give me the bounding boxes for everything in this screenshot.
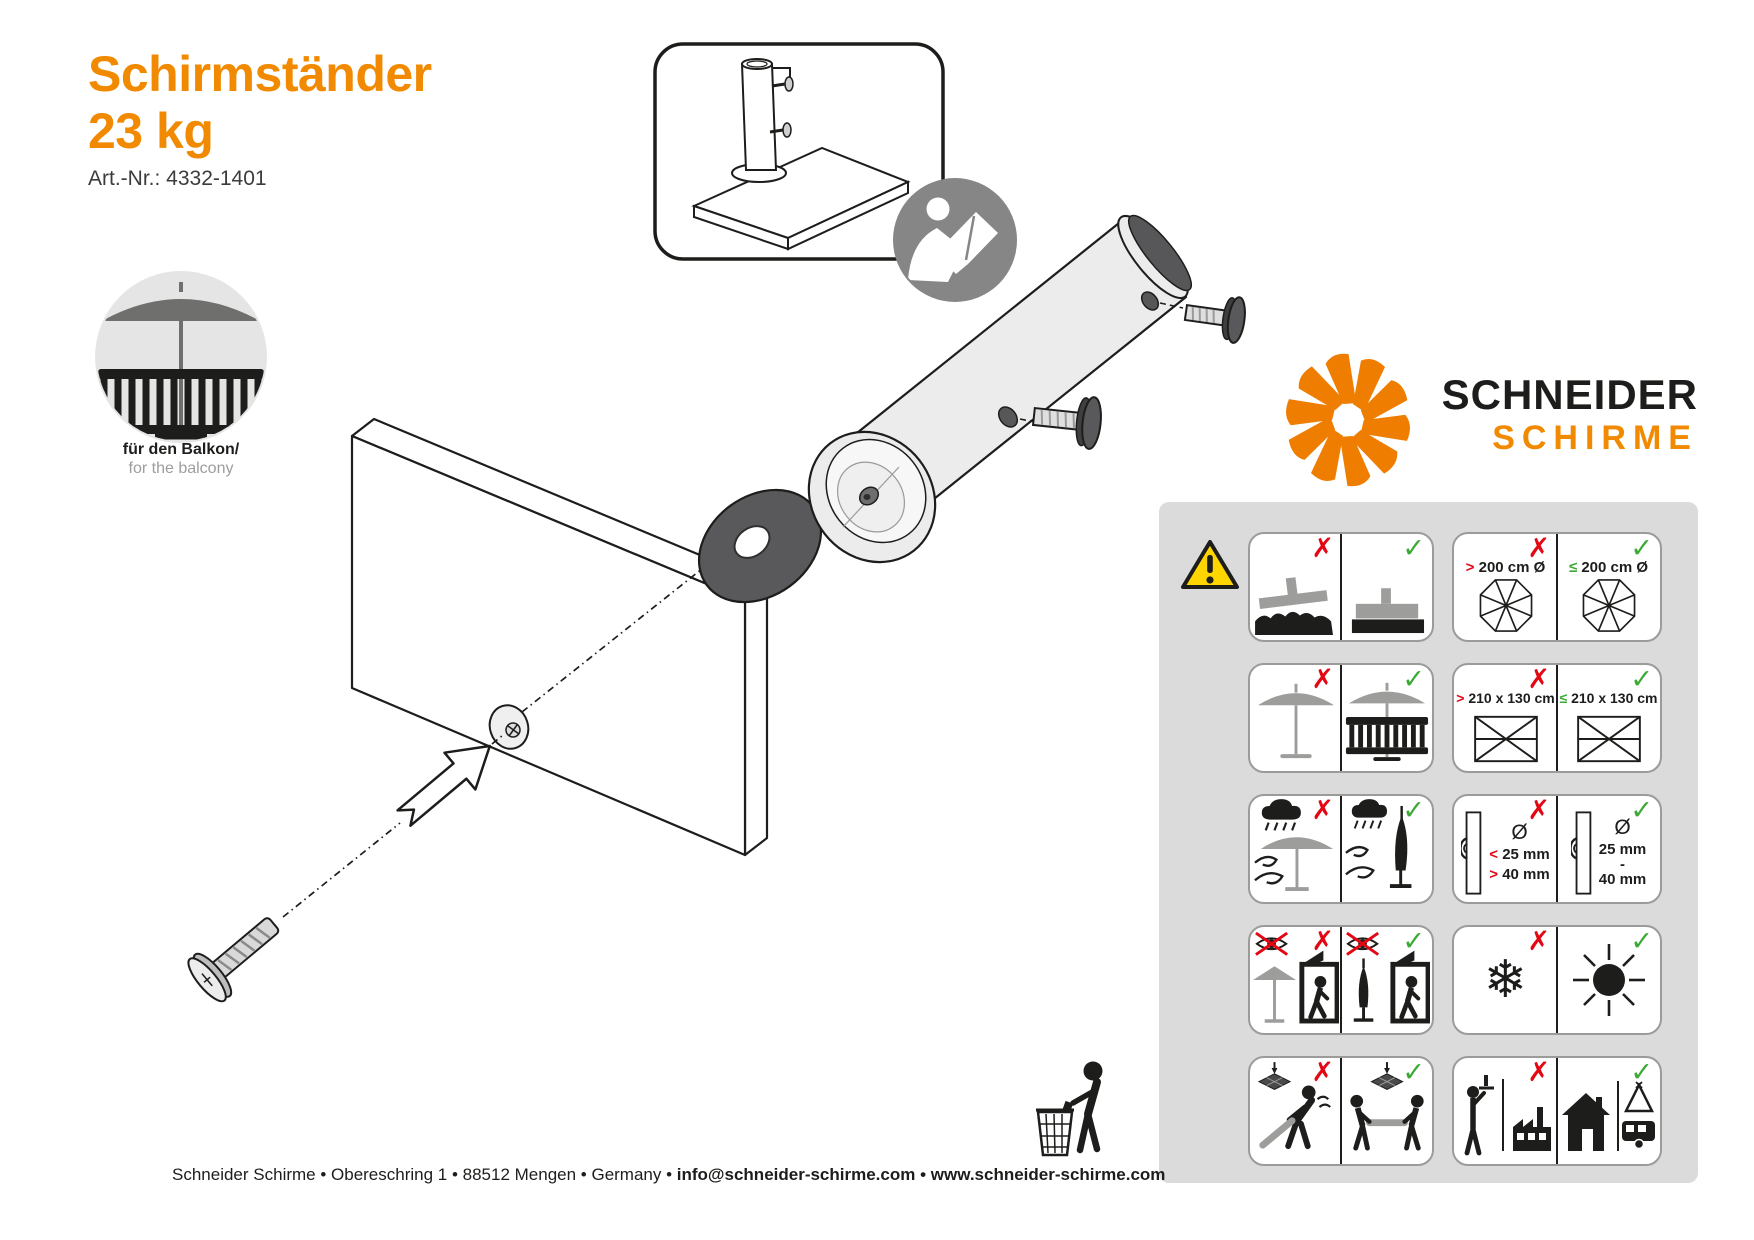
balcony-right (1341, 665, 1432, 771)
yes-mark: ✓ (1402, 1058, 1425, 1088)
carry-together-right (1341, 1058, 1432, 1164)
base-on-flat-ground-pictogram (1344, 559, 1430, 635)
round-umbrella-top-view (1467, 576, 1545, 635)
product-title-line2: 23 kg (88, 103, 214, 159)
pole-diameter-right (1557, 796, 1660, 902)
yes-mark: ✓ (1630, 927, 1653, 957)
footer-address: Schneider Schirme • Obereschring 1 • 88512 Mengen • Germany • (172, 1165, 677, 1184)
yes-mark: ✓ (1402, 534, 1425, 564)
round-umbrella-top-view (1570, 576, 1648, 635)
summer-right (1557, 927, 1660, 1033)
warning-cell-season (1452, 925, 1662, 1035)
yes-mark: ✓ (1630, 1058, 1653, 1088)
yes-mark: ✓ (1630, 665, 1653, 695)
pole-diameter-yes-label: Ø 25 mm - 40 mm (1598, 816, 1647, 888)
even-ground-right (1341, 534, 1432, 640)
rect-yes-label: ≤ 210 x 130 cm (1559, 690, 1658, 706)
brand-wordmark (1362, 372, 1698, 457)
diameter-yes-label: ≤ 200 cm Ø (1568, 559, 1649, 576)
rect-size-wrong (1454, 665, 1557, 771)
warning-cell-carry-two (1248, 1056, 1434, 1166)
rect-umbrella-top-view (1467, 712, 1545, 766)
yes-mark: ✓ (1630, 534, 1653, 564)
rect-size-right (1557, 665, 1660, 771)
wall-board (352, 419, 767, 855)
footer-separator: • (915, 1165, 931, 1184)
warning-cell-close-at-wind (1248, 794, 1434, 904)
no-mark: ✗ (1527, 927, 1550, 957)
warning-cell-private-use (1452, 1056, 1662, 1166)
no-mark: ✗ (1527, 534, 1550, 564)
carry-alone-wrong (1250, 1058, 1341, 1164)
no-mark: ✗ (1311, 1058, 1334, 1088)
yes-mark: ✓ (1402, 665, 1425, 695)
unattended-closed-right (1341, 927, 1432, 1033)
read-manual-icon (893, 178, 1017, 302)
dispose-properly-icon (1036, 1062, 1103, 1156)
brand-name: SCHNEIDER (1441, 371, 1698, 418)
balcony-icon (95, 271, 267, 443)
warning-cell-pole-diameter (1452, 794, 1662, 904)
no-mark: ✗ (1311, 534, 1334, 564)
balcony-caption-en: for the balcony (128, 460, 234, 477)
yes-mark: ✓ (1402, 796, 1425, 826)
no-mark: ✗ (1527, 796, 1550, 826)
diameter-no-label: > 200 cm Ø (1465, 559, 1546, 576)
yes-mark: ✓ (1402, 927, 1425, 957)
warning-cell-even-ground (1248, 532, 1434, 642)
rect-no-label: > 210 x 130 cm (1456, 690, 1555, 706)
freestanding-wrong (1250, 665, 1341, 771)
even-ground-wrong (1250, 534, 1341, 640)
warning-triangle-icon (1179, 538, 1241, 592)
base-on-rubble-pictogram (1253, 559, 1339, 635)
open-in-storm-wrong (1250, 796, 1341, 902)
no-mark: ✗ (1311, 927, 1334, 957)
mounting-bolt (183, 903, 291, 1006)
no-mark: ✗ (1311, 796, 1334, 826)
balcony-caption (61, 440, 301, 478)
pole-diameter-no-label: Ø < 25 mm > 40 mm (1489, 821, 1550, 883)
warning-cell-unattended (1248, 925, 1434, 1035)
diameter-right (1557, 534, 1660, 640)
product-title-line1: Schirmständer (88, 46, 432, 102)
unattended-open-wrong (1250, 927, 1341, 1033)
diameter-wrong (1454, 534, 1557, 640)
no-mark: ✗ (1311, 665, 1334, 695)
yes-mark: ✓ (1630, 796, 1653, 826)
footer-website: www.schneider-schirme.com (930, 1165, 1166, 1184)
title-block (88, 46, 432, 191)
warning-cell-max-rect-size (1452, 663, 1662, 773)
brand-subname: SCHIRME (1492, 419, 1698, 457)
pole-diameter-wrong (1454, 796, 1557, 902)
article-number: Art.-Nr.: 4332-1401 (88, 167, 267, 190)
closed-in-storm-right (1341, 796, 1432, 902)
winter-wrong (1454, 927, 1557, 1033)
pole-with-clamp (1571, 807, 1595, 899)
warning-cell-balcony-use (1248, 663, 1434, 773)
no-mark: ✗ (1527, 1058, 1550, 1088)
pole-with-clamp (1461, 807, 1485, 899)
balcony-caption-de: für den Balkon/ (122, 441, 240, 458)
footer (172, 1165, 1165, 1185)
snowflake-icon: ❄ (1483, 950, 1528, 1010)
warning-cell-max-diameter (1452, 532, 1662, 642)
rect-umbrella-top-view (1570, 712, 1648, 766)
commercial-use-wrong (1454, 1058, 1557, 1164)
footer-email: info@schneider-schirme.com (676, 1165, 916, 1184)
no-mark: ✗ (1527, 665, 1550, 695)
private-use-right (1557, 1058, 1660, 1164)
